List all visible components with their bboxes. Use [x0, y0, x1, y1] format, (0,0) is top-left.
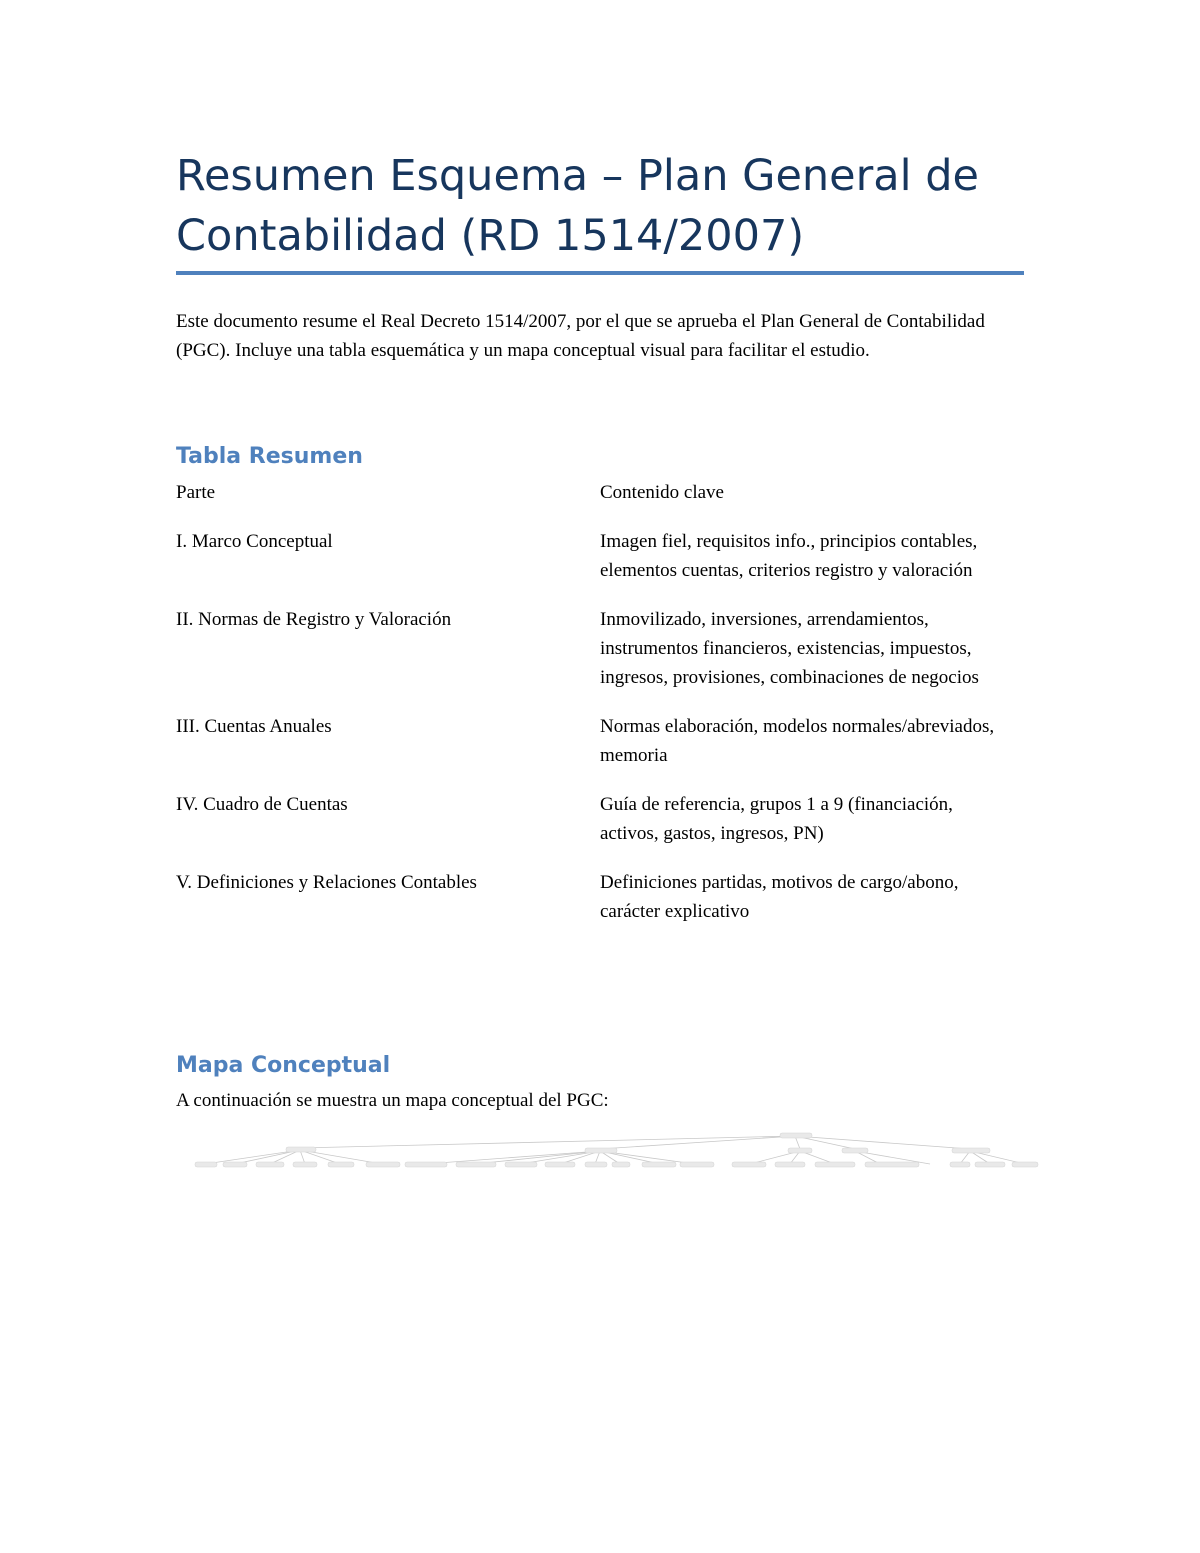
row-parte: V. Definiciones y Relaciones Contables: [176, 872, 477, 893]
row-contenido: Inmovilizado, inversiones, arrendamientos, instrumentos financieros, existencias, impuestos, ingresos, provisiones, combinaciones de negocios: [600, 609, 979, 688]
row-parte: III. Cuentas Anuales: [176, 716, 332, 737]
row-parte: II. Normas de Registro y Valoración: [176, 609, 452, 630]
row-parte: I. Marco Conceptual: [176, 531, 333, 552]
mapa-intro-text: A continuación se muestra un mapa conceptual del PGC:: [176, 1090, 609, 1111]
concept-map-image: [190, 1128, 1040, 1178]
table-row: [176, 868, 1026, 926]
table-row: [176, 790, 1026, 848]
table-row: [176, 605, 1026, 692]
mapa-conceptual-heading: Mapa Conceptual: [176, 1053, 391, 1078]
row-parte: IV. Cuadro de Cuentas: [176, 794, 348, 815]
summary-table: [176, 478, 1026, 946]
row-contenido: Guía de referencia, grupos 1 a 9 (financiación, activos, gastos, ingresos, PN): [600, 794, 953, 844]
document-title: Resumen Esquema – Plan General de Contabilidad (RD 1514/2007): [176, 151, 979, 261]
row-contenido: Normas elaboración, modelos normales/abreviados, memoria: [600, 716, 995, 766]
table-header-row: [176, 478, 1026, 507]
row-contenido: Definiciones partidas, motivos de cargo/abono, carácter explicativo: [600, 872, 959, 922]
intro-paragraph: Este documento resume el Real Decreto 1514/2007, por el que se aprueba el Plan General de Contabilidad (PGC). Incluye una tabla esquemática y un mapa conceptual visual para facilitar el estudio.: [176, 311, 985, 361]
header-parte: Parte: [176, 482, 216, 503]
row-contenido: Imagen fiel, requisitos info., principios contables, elementos cuentas, criterios registro y valoración: [600, 531, 978, 581]
title-underline: [176, 271, 1024, 275]
table-row: [176, 712, 1026, 770]
table-row: [176, 527, 1026, 585]
header-contenido: Contenido clave: [600, 482, 724, 503]
tabla-resumen-heading: Tabla Resumen: [176, 444, 363, 469]
